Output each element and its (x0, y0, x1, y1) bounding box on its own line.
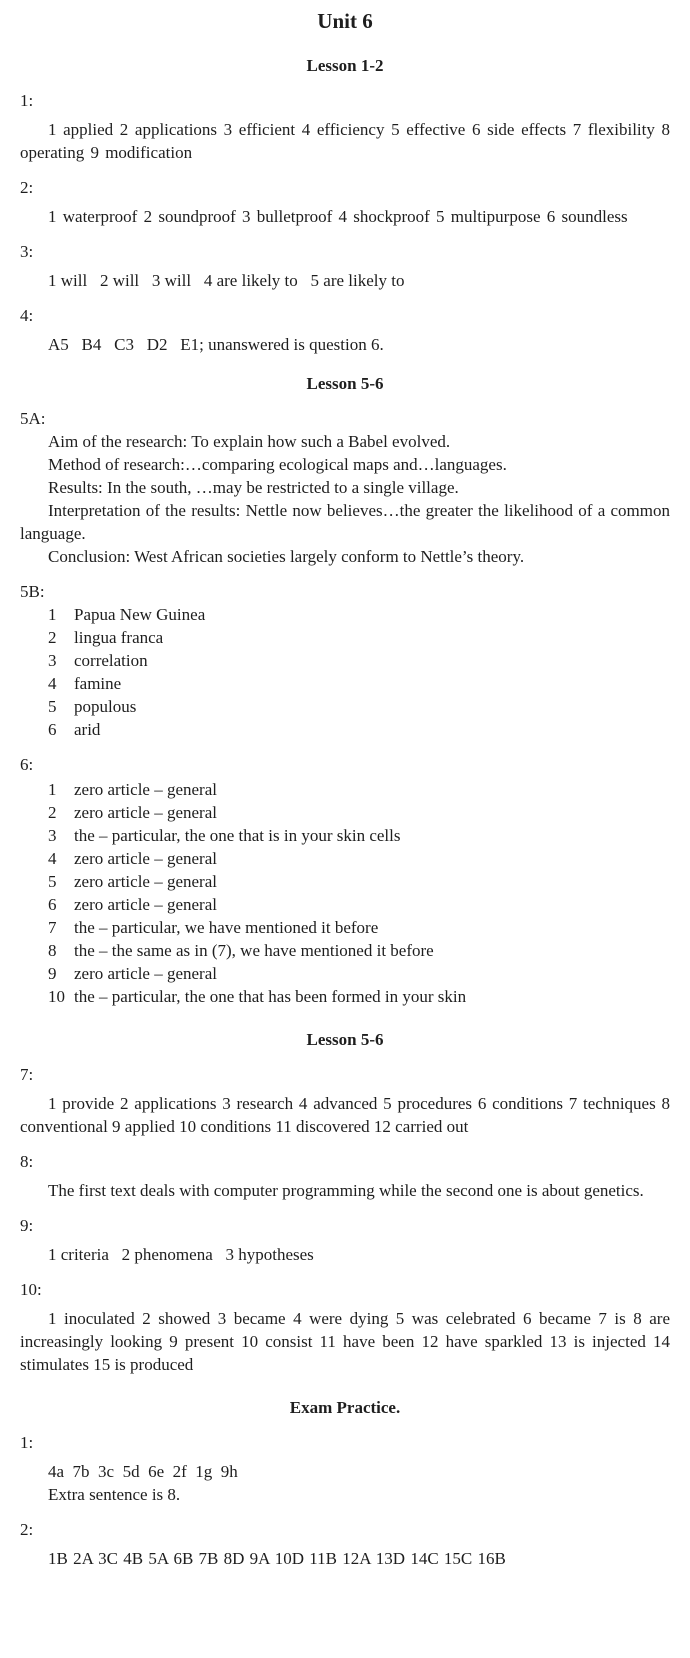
list-item: 3 the – particular, the one that is in your skin cells (48, 826, 401, 845)
list-item: 7 the – particular, we have mentioned it before (48, 918, 379, 937)
list-item: 1 zero article – general (48, 780, 217, 799)
exercise-4 (20, 304, 670, 356)
answer-key-page (0, 6, 690, 1570)
list-item: 2 lingua franca (48, 628, 164, 647)
exercise-answers: The first text deals with computer programming while the second one is about genetics. (48, 1181, 644, 1200)
exercise-label: 2: (20, 1520, 34, 1539)
exercise-label: 6: (20, 755, 34, 774)
list-item: 2 zero article – general (48, 803, 217, 822)
exercise-10 (20, 1278, 670, 1376)
exercise-answers: 1 provide 2 applications 3 research 4 advanced 5 procedures 6 conditions 7 techniques 8 conventional 9 applied 10 conditions 11 discovered 12 carried out (20, 1094, 670, 1136)
exercise-label: 10: (20, 1280, 42, 1299)
answer-list (20, 778, 670, 1008)
exercise-7 (20, 1063, 670, 1138)
exercise-label: 8: (20, 1152, 34, 1171)
exercise-label: 7: (20, 1065, 34, 1084)
exercise-5a (20, 407, 670, 568)
exam-exercise-1 (20, 1431, 670, 1506)
list-item: 3 correlation (48, 651, 148, 670)
research-method: Method of research:…comparing ecological maps and…languages. (48, 455, 507, 474)
exercise-6 (20, 753, 670, 1008)
exercise-label: 9: (20, 1216, 34, 1235)
exercise-answers: 1 criteria 2 phenomena 3 hypotheses (48, 1245, 314, 1264)
research-results: Results: In the south, …may be restricted to a single village. (48, 478, 459, 497)
exercise-label: 2: (20, 178, 34, 197)
list-item: 4 famine (48, 674, 122, 693)
list-item: 4 zero article – general (48, 849, 217, 868)
exercise-1 (20, 89, 670, 164)
exercise-answers: 1 applied 2 applications 3 efficient 4 efficiency 5 effective 6 side effects 7 flexibility 8 operating 9 modification (20, 120, 670, 162)
research-conclusion: Conclusion: West African societies largely conform to Nettle’s theory. (48, 547, 525, 566)
exam-practice-title: Exam Practice. (289, 1398, 401, 1417)
research-aim: Aim of the research: To explain how such a Babel evolved. (48, 432, 451, 451)
answer-list (20, 603, 670, 741)
exercise-answers: 1 inoculated 2 showed 3 became 4 were dying 5 was celebrated 6 became 7 is 8 are increasingly looking 9 present 10 consist 11 have been 12 have sparkled 13 is injected 14 stimulates 15 is produced (20, 1309, 670, 1374)
research-interpretation: Interpretation of the results: Nettle now believes…the greater the likelihood of a common language. (20, 501, 670, 543)
lesson-1-2-title: Lesson 1-2 (306, 56, 384, 75)
exercise-label: 4: (20, 306, 34, 325)
exercise-3 (20, 240, 670, 292)
exercise-answers: 1B 2A 3C 4B 5A 6B 7B 8D 9A 10D 11B 12A 13D 14C 15C 16B (48, 1549, 506, 1568)
list-item: 6 arid (48, 720, 101, 739)
exercise-answers: A5 B4 C3 D2 E1; unanswered is question 6. (48, 335, 384, 354)
lesson-5-6-second-title: Lesson 5-6 (306, 1030, 384, 1049)
list-item: 1 Papua New Guinea (48, 605, 206, 624)
list-item: 8 the – the same as in (7), we have mentioned it before (48, 941, 434, 960)
matching-answers: 4a 7b 3c 5d 6e 2f 1g 9h (48, 1462, 238, 1481)
exercise-9 (20, 1214, 670, 1266)
list-item: 5 populous (48, 697, 137, 716)
exercise-5b (20, 580, 670, 741)
list-item: 6 zero article – general (48, 895, 217, 914)
extra-sentence: Extra sentence is 8. (48, 1485, 181, 1504)
exercise-label: 5B: (20, 582, 45, 601)
list-item: 10 the – particular, the one that has been formed in your skin (48, 987, 467, 1006)
exam-exercise-2 (20, 1518, 670, 1570)
exercise-answers: 1 will 2 will 3 will 4 are likely to 5 are likely to (48, 271, 405, 290)
exercise-answers: 1 waterproof 2 soundproof 3 bulletproof 4 shockproof 5 multipurpose 6 soundless (48, 207, 628, 226)
list-item: 5 zero article – general (48, 872, 217, 891)
exercise-label: 5A: (20, 409, 46, 428)
list-item: 9 zero article – general (48, 964, 217, 983)
exercise-8 (20, 1150, 670, 1202)
unit-title: Unit 6 (317, 9, 373, 33)
exercise-label: 1: (20, 91, 34, 110)
exercise-label: 1: (20, 1433, 34, 1452)
exercise-label: 3: (20, 242, 34, 261)
lesson-5-6-title: Lesson 5-6 (306, 374, 384, 393)
exercise-2 (20, 176, 670, 228)
